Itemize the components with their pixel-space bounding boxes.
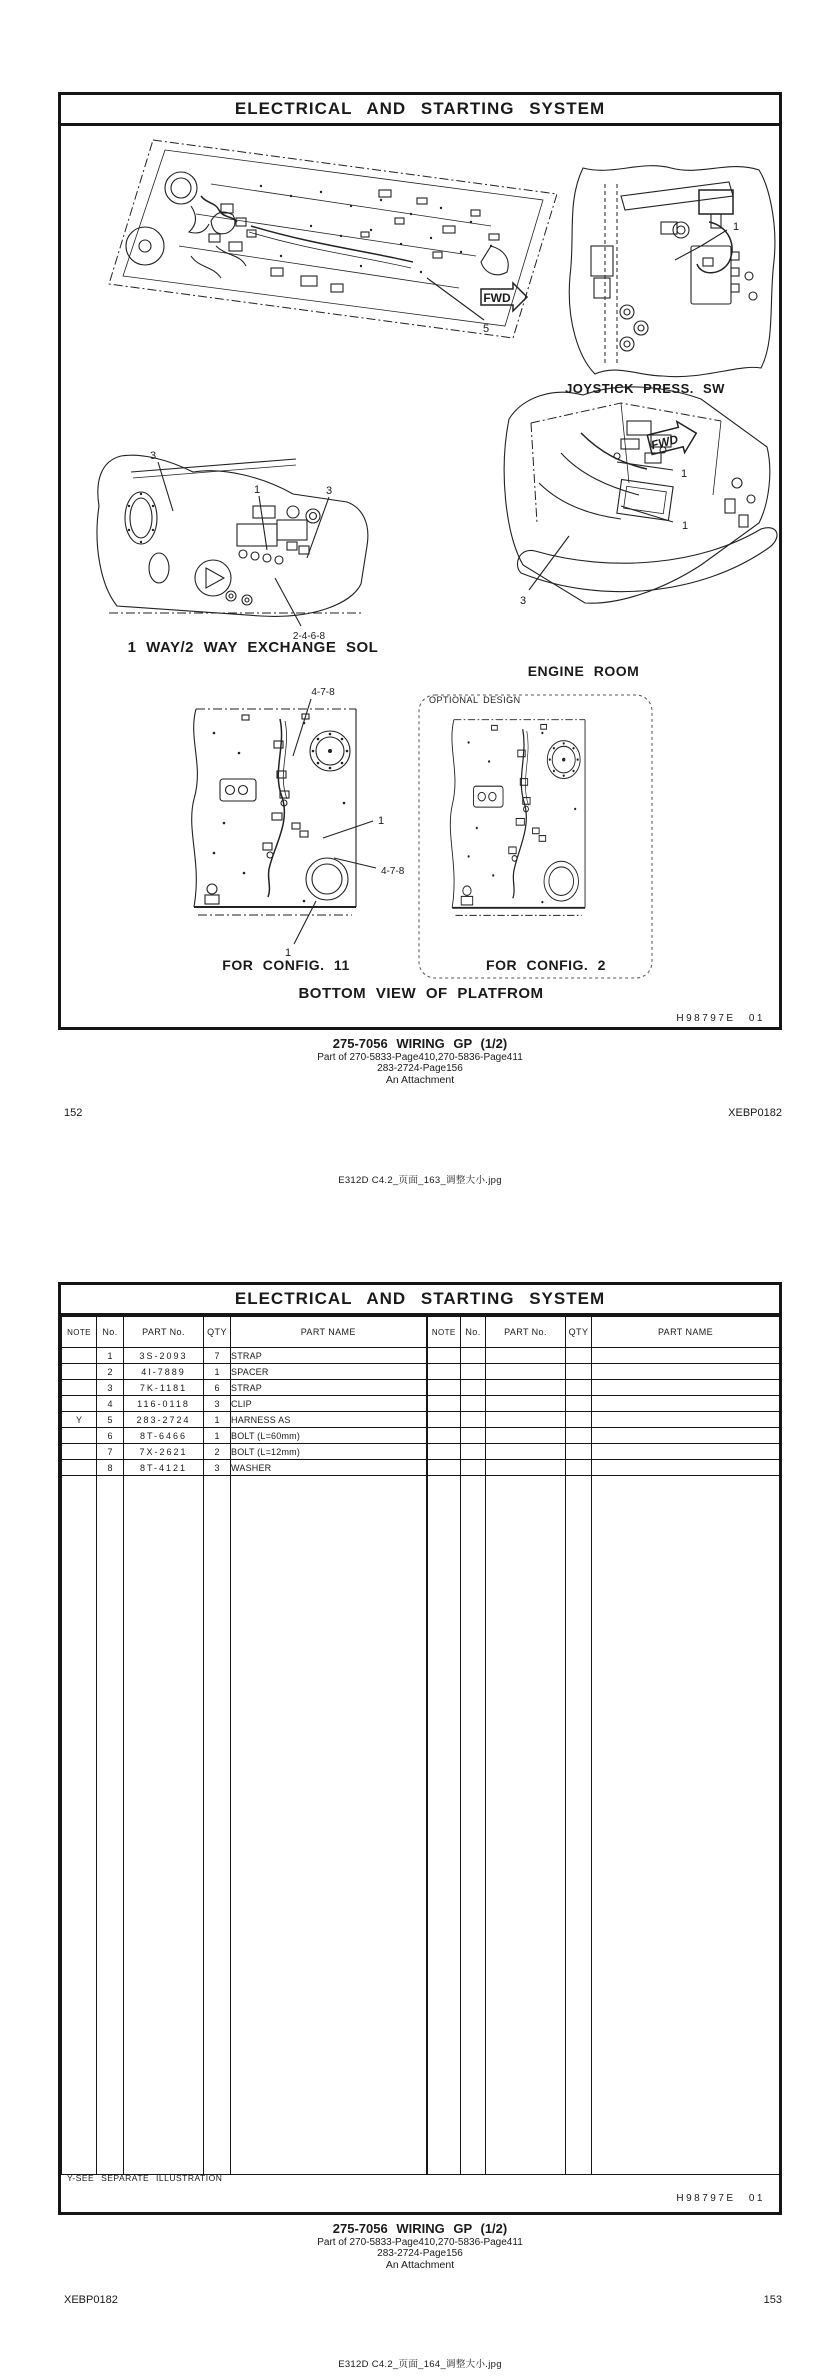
media-code-2: XEBP0182 xyxy=(64,2294,118,2306)
filename-page2: E312D C4.2_页面_164_调整大小.jpg xyxy=(338,2359,502,2370)
page-number-153: 153 xyxy=(763,2294,782,2306)
config2-illustration xyxy=(419,695,652,978)
joystick-press-sw-illustration xyxy=(569,166,775,377)
col-no-l: No. xyxy=(97,1317,124,1348)
table-row: 7 7X-2621 2 BOLT (L=12mm) xyxy=(62,1444,780,1460)
col-name-l: PART NAME xyxy=(231,1317,427,1348)
footer-line3-1: An Attachment xyxy=(385,1074,455,1086)
exchange-sol-illustration xyxy=(97,450,368,642)
callout-3a-exchange: 3 xyxy=(149,450,157,462)
footer-line1-2: Part of 270-5833-Page410,270-5836-Page411 xyxy=(317,2237,523,2248)
parts-table xyxy=(61,1316,780,2175)
config11-illustration xyxy=(192,687,405,959)
callout-1a-engine: 1 xyxy=(681,468,688,480)
page-number-152: 152 xyxy=(64,1107,83,1119)
media-code-1: XEBP0182 xyxy=(728,1107,782,1119)
callout-1b-engine: 1 xyxy=(682,520,689,532)
page-2-parts-list xyxy=(58,1282,782,2215)
exchange-sol-caption: 1 WAY/2 WAY EXCHANGE SOL xyxy=(127,639,379,656)
callout-1-exchange: 1 xyxy=(253,484,261,496)
fwd-label-engine: FWD xyxy=(649,432,680,453)
drawing-ref-page2: H98797E 01 xyxy=(676,2193,765,2204)
table-row: 6 8T-6466 1 BOLT (L=60mm) xyxy=(62,1428,780,1444)
footer-title-1: 275-7056 WIRING GP (1/2) xyxy=(332,1036,508,1051)
table-row: 4 116-0118 3 CLIP xyxy=(62,1396,780,1412)
callout-3b-exchange: 3 xyxy=(325,485,333,497)
engine-room-illustration xyxy=(504,387,777,607)
table-row: 8 8T-4121 3 WASHER xyxy=(62,1460,780,1476)
callout-5: 5 xyxy=(482,323,490,335)
col-qty-l: QTY xyxy=(204,1317,231,1348)
col-note-l: NOTE xyxy=(62,1317,97,1348)
footer-title-2: 275-7056 WIRING GP (1/2) xyxy=(332,2221,508,2236)
bottom-view-caption: BOTTOM VIEW OF PLATFROM xyxy=(298,985,544,1002)
fwd-arrow-engine xyxy=(646,418,700,461)
joystick-caption: JOYSTICK PRESS. SW xyxy=(565,381,725,396)
optional-design-label: OPTIONAL DESIGN xyxy=(429,695,521,705)
callout-478a-config11: 4-7-8 xyxy=(311,687,335,698)
parts-rows xyxy=(62,1348,780,2175)
footer-line2-2: 283-2724-Page156 xyxy=(377,2248,463,2259)
drawing-ref-page1: H98797E 01 xyxy=(676,1013,765,1024)
callout-2468-exchange: 2-4-6-8 xyxy=(292,631,326,642)
config2-caption: FOR CONFIG. 2 xyxy=(486,957,606,973)
col-note-r: NOTE xyxy=(427,1317,461,1348)
col-qty-r: QTY xyxy=(566,1317,592,1348)
footer-line1-1: Part of 270-5833-Page410,270-5836-Page411 xyxy=(317,1052,523,1063)
empty-grid-row xyxy=(62,1476,780,2175)
page-title-2: ELECTRICAL AND STARTING SYSTEM xyxy=(61,1285,779,1316)
footnote-text: Y-SEE SEPARATE ILLUSTRATION xyxy=(67,2173,223,2183)
callout-1a-config11: 1 xyxy=(378,815,385,827)
callout-1-joystick: 1 xyxy=(733,221,740,233)
col-no-r: No. xyxy=(461,1317,486,1348)
table-footnote-area xyxy=(61,2170,779,2212)
upper-frame-illustration xyxy=(109,140,557,338)
wiring-illustrations xyxy=(61,126,779,1024)
config11-caption: FOR CONFIG. 11 xyxy=(222,957,350,973)
table-row: 3 7K-1181 6 STRAP xyxy=(62,1380,780,1396)
table-header-row xyxy=(62,1317,780,1348)
footer-line2-1: 283-2724-Page156 xyxy=(377,1063,463,1074)
table-row: 1 3S-2093 7 STRAP xyxy=(62,1348,780,1364)
col-partno-l: PART No. xyxy=(124,1317,204,1348)
callout-478b-config11: 4-7-8 xyxy=(381,866,405,877)
engine-room-caption: ENGINE ROOM xyxy=(527,663,640,679)
filename-page1: E312D C4.2_页面_163_调整大小.jpg xyxy=(338,1175,502,1186)
callout-3-engine: 3 xyxy=(519,595,527,607)
table-row: 2 4I-7889 1 SPACER xyxy=(62,1364,780,1380)
footer-line3-2: An Attachment xyxy=(385,2259,455,2271)
fwd-label-main: FWD xyxy=(483,291,511,305)
col-partno-r: PART No. xyxy=(486,1317,566,1348)
page-1-illustration-sheet xyxy=(58,92,782,1030)
callout-1b-config11: 1 xyxy=(284,947,292,959)
optional-design-box xyxy=(419,695,652,978)
col-name-r: PART NAME xyxy=(592,1317,780,1348)
table-row: Y 5 283-2724 1 HARNESS AS xyxy=(62,1412,780,1428)
page-title: ELECTRICAL AND STARTING SYSTEM xyxy=(61,95,779,126)
